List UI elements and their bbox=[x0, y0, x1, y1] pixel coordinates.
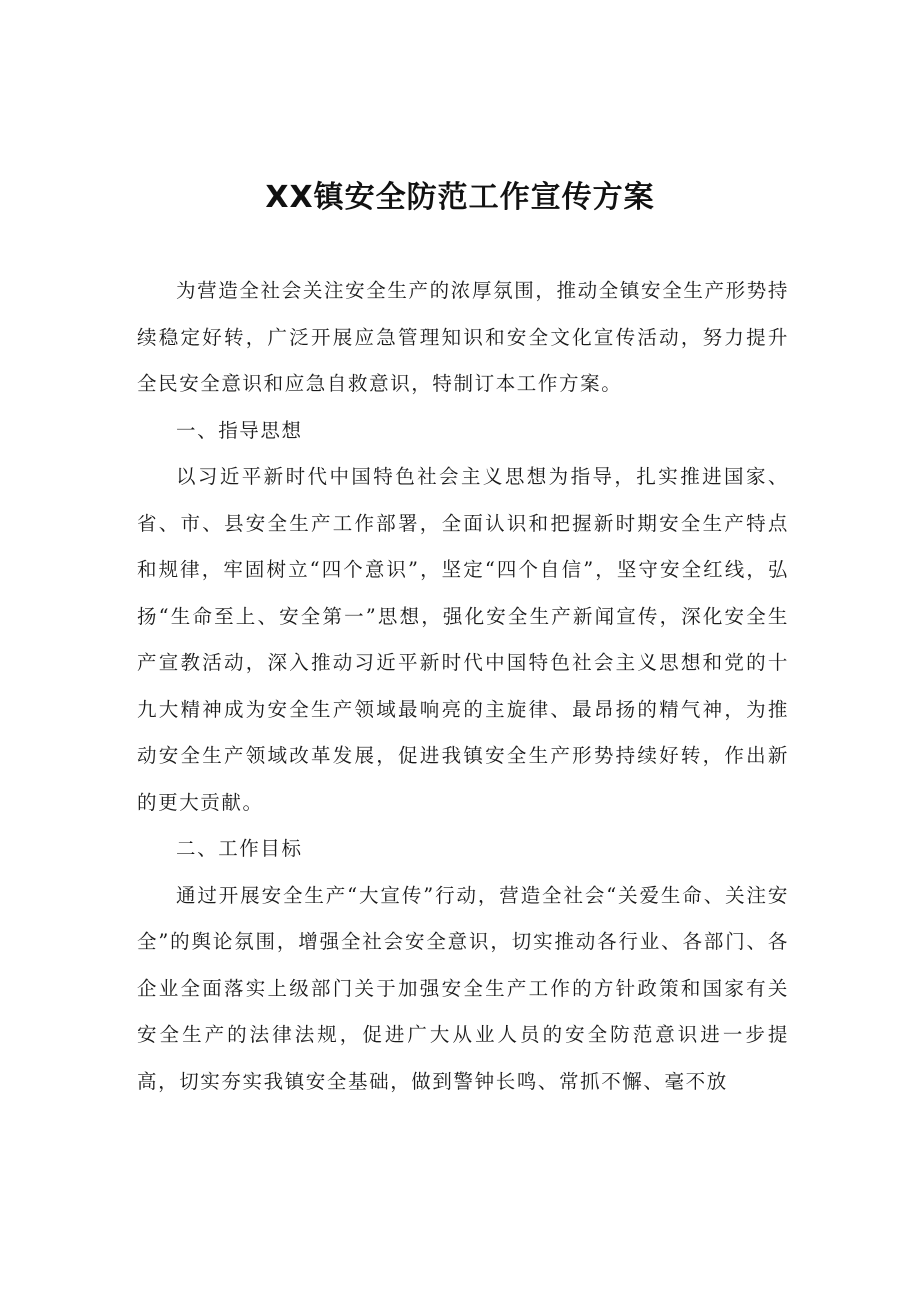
section-heading-work-goals: 二、工作目标 bbox=[176, 837, 303, 860]
guiding-ideology-paragraph: 以习近平新时代中国特色社会主义思想为指导，扎实推进国家、省、市、县安全生产工作部署，全面认识和把握新时期安全生产特点和规律，牢固树立“四个意识”，坚定“四个自信”，坚守安全红线，弘扬“生命至上、安全第一”思想，强化安全生产新闻宣传，深化安全生产宣教活动，深入推动习近平新时代中国特色社会主义思想和党的十九大精神成为安全生产领域最响亮的主旋律、最昂扬的精气神，为推动安全生产领域改革发展，促进我镇安全生产形势持续好转，作出新的更大贡献。 bbox=[137, 465, 789, 814]
intro-paragraph: 为营造全社会关注安全生产的浓厚氛围，推动全镇安全生产形势持续稳定好转，广泛开展应急管理知识和安全文化宣传活动，努力提升全民安全意识和应急自救意识，特制订本工作方案。 bbox=[137, 279, 789, 395]
work-goals-paragraph: 通过开展安全生产“大宣传”行动，营造全社会“关爱生命、关注安全”的舆论氛围，增强全社会安全意识，切实推动各行业、各部门、各企业全面落实上级部门关于加强安全生产工作的方针政策和国家有关安全生产的法律法规，促进广大从业人员的安全防范意识进一步提高，切实夯实我镇安全基础，做到警钟长鸣、常抓不懈、毫不放 bbox=[137, 883, 789, 1093]
document-body bbox=[137, 268, 789, 1105]
section-heading-guiding-ideology: 一、指导思想 bbox=[176, 418, 303, 442]
document-title: XX镇安全防范工作宣传方案 bbox=[265, 180, 655, 215]
